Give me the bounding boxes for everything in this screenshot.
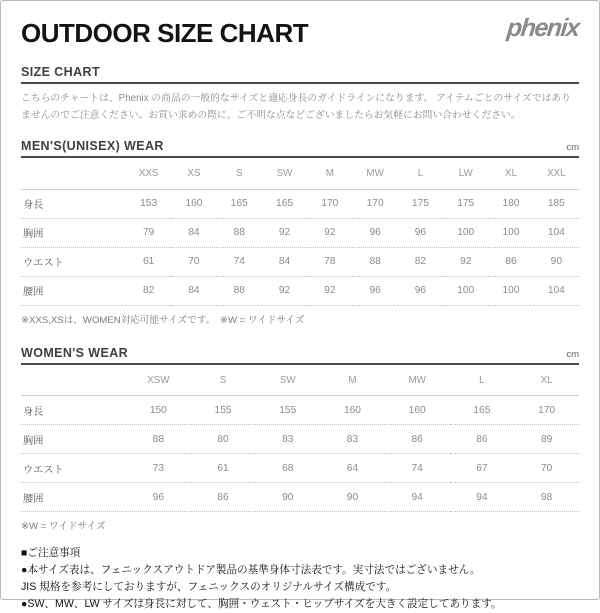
size-value-cell: 68: [255, 454, 320, 483]
caution-notes: [21, 545, 579, 613]
size-value-cell: 78: [307, 247, 352, 276]
size-value-cell: 160: [171, 189, 216, 218]
size-value-cell: 153: [126, 189, 171, 218]
table-row: [21, 483, 579, 512]
size-value-cell: 165: [450, 396, 515, 425]
table-row: [21, 247, 579, 276]
measurement-row-label: 腰囲: [21, 483, 126, 512]
size-value-cell: 170: [352, 189, 397, 218]
size-value-cell: 150: [126, 396, 191, 425]
womens-size-table: [21, 365, 579, 513]
size-value-cell: 70: [171, 247, 216, 276]
measurement-row-label: 身長: [21, 396, 126, 425]
size-column-header: M: [320, 365, 385, 396]
size-value-cell: 92: [307, 218, 352, 247]
table-row: [21, 276, 579, 305]
size-value-cell: 92: [443, 247, 488, 276]
size-value-cell: 155: [191, 396, 256, 425]
size-value-cell: 70: [514, 454, 579, 483]
size-value-cell: 82: [398, 247, 443, 276]
size-value-cell: 165: [217, 189, 262, 218]
size-value-cell: 160: [320, 396, 385, 425]
size-column-header: XXS: [126, 158, 171, 189]
size-value-cell: 92: [307, 276, 352, 305]
size-value-cell: 100: [488, 218, 533, 247]
size-value-cell: 61: [126, 247, 171, 276]
size-column-header: S: [217, 158, 262, 189]
size-value-cell: 86: [385, 425, 450, 454]
size-value-cell: 165: [262, 189, 307, 218]
page-header: [21, 1, 579, 59]
size-value-cell: 175: [398, 189, 443, 218]
size-value-cell: 84: [171, 218, 216, 247]
size-value-cell: 92: [262, 276, 307, 305]
size-value-cell: 104: [534, 218, 579, 247]
measurement-row-label: 身長: [21, 189, 126, 218]
size-column-header: S: [191, 365, 256, 396]
size-column-header: MW: [385, 365, 450, 396]
size-value-cell: 185: [534, 189, 579, 218]
size-value-cell: 82: [126, 276, 171, 305]
size-value-cell: 86: [488, 247, 533, 276]
table-row: [21, 218, 579, 247]
size-value-cell: 155: [255, 396, 320, 425]
size-chart-description: こちらのチャートは、Phenix の商品の一般的なサイズと適応身長のガイドラインになります。 アイテムごとのサイズではありませんのでご注意ください。お買い求めの際に、ご不明な点などございましたらお気軽にお問い合わせください。: [21, 91, 579, 124]
caution-line: ●SW、MW、LW サイズは身長に対して、胸囲・ウェスト・ヒップサイズを大きく設定してあります。: [21, 596, 579, 613]
label-column-header: [21, 158, 126, 189]
size-value-cell: 100: [488, 276, 533, 305]
size-value-cell: 90: [255, 483, 320, 512]
womens-table-note: ※W = ワイドサイズ: [21, 518, 579, 532]
size-value-cell: 83: [255, 425, 320, 454]
size-value-cell: 96: [126, 483, 191, 512]
size-value-cell: 104: [534, 276, 579, 305]
size-value-cell: 84: [171, 276, 216, 305]
size-value-cell: 96: [398, 218, 443, 247]
size-value-cell: 74: [385, 454, 450, 483]
caution-heading: ■ご注意事項: [21, 545, 579, 562]
size-value-cell: 73: [126, 454, 191, 483]
measurement-row-label: 腰囲: [21, 276, 126, 305]
womens-unit-label: cm: [566, 349, 579, 360]
table-row: [21, 425, 579, 454]
size-column-header: SW: [255, 365, 320, 396]
size-value-cell: 80: [191, 425, 256, 454]
size-column-header: L: [398, 158, 443, 189]
size-chart-heading-label: SIZE CHART: [21, 65, 100, 79]
size-value-cell: 74: [217, 247, 262, 276]
size-column-header: L: [450, 365, 515, 396]
size-value-cell: 180: [488, 189, 533, 218]
size-column-header: XSW: [126, 365, 191, 396]
size-value-cell: 88: [352, 247, 397, 276]
size-value-cell: 94: [450, 483, 515, 512]
size-value-cell: 90: [534, 247, 579, 276]
size-column-header: LW: [443, 158, 488, 189]
phenix-brand-logo: phenix: [506, 14, 581, 43]
size-column-header: MW: [352, 158, 397, 189]
page-title: OUTDOOR SIZE CHART: [21, 18, 308, 49]
size-value-cell: 83: [320, 425, 385, 454]
size-value-cell: 86: [191, 483, 256, 512]
size-value-cell: 88: [217, 276, 262, 305]
measurement-row-label: 胸囲: [21, 425, 126, 454]
table-row: [21, 454, 579, 483]
size-value-cell: 94: [385, 483, 450, 512]
caution-line: ●本サイズ表は、フェニックスアウトドア製品の基準身体寸法表です。実寸法ではございません。: [21, 562, 579, 579]
size-value-cell: 61: [191, 454, 256, 483]
size-chart-section-heading: [21, 65, 579, 84]
caution-line: JIS 規格を参考にしておりますが、フェニックスのオリジナルサイズ構成です。: [21, 579, 579, 596]
size-column-header: SW: [262, 158, 307, 189]
measurement-row-label: ウエスト: [21, 247, 126, 276]
size-value-cell: 170: [514, 396, 579, 425]
size-value-cell: 160: [385, 396, 450, 425]
measurement-row-label: ウエスト: [21, 454, 126, 483]
label-column-header: [21, 365, 126, 396]
size-value-cell: 64: [320, 454, 385, 483]
size-value-cell: 100: [443, 218, 488, 247]
size-value-cell: 92: [262, 218, 307, 247]
size-value-cell: 90: [320, 483, 385, 512]
size-value-cell: 89: [514, 425, 579, 454]
table-header-row: [21, 158, 579, 189]
womens-heading-label: WOMEN'S WEAR: [21, 346, 128, 360]
size-column-header: XL: [488, 158, 533, 189]
size-value-cell: 67: [450, 454, 515, 483]
size-value-cell: 86: [450, 425, 515, 454]
size-value-cell: 170: [307, 189, 352, 218]
mens-heading-label: MEN'S(UNISEX) WEAR: [21, 139, 164, 153]
size-column-header: XS: [171, 158, 216, 189]
table-row: [21, 396, 579, 425]
size-value-cell: 96: [352, 276, 397, 305]
size-value-cell: 79: [126, 218, 171, 247]
measurement-row-label: 胸囲: [21, 218, 126, 247]
size-column-header: XXL: [534, 158, 579, 189]
mens-section-heading: [21, 139, 579, 158]
mens-unit-label: cm: [566, 142, 579, 153]
mens-table-note: ※XXS,XSは、WOMEN対応可能サイズです。 ※W = ワイドサイズ: [21, 312, 579, 326]
size-value-cell: 88: [217, 218, 262, 247]
size-value-cell: 98: [514, 483, 579, 512]
size-value-cell: 100: [443, 276, 488, 305]
size-value-cell: 175: [443, 189, 488, 218]
table-header-row: [21, 365, 579, 396]
size-value-cell: 88: [126, 425, 191, 454]
womens-section-heading: [21, 346, 579, 365]
size-column-header: M: [307, 158, 352, 189]
size-value-cell: 96: [398, 276, 443, 305]
mens-size-table: [21, 158, 579, 306]
size-column-header: XL: [514, 365, 579, 396]
size-value-cell: 84: [262, 247, 307, 276]
table-row: [21, 189, 579, 218]
size-value-cell: 96: [352, 218, 397, 247]
